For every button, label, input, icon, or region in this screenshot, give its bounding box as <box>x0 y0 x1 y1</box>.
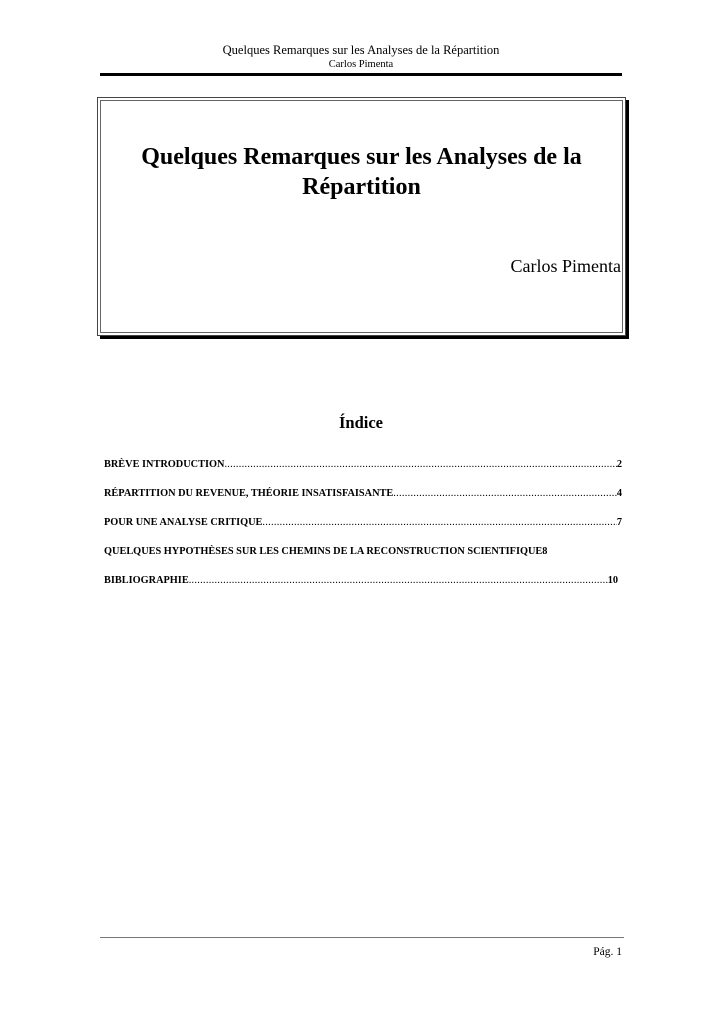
toc-entry-label: RÉPARTITION DU REVENUE, THÉORIE INSATISFAISANTE <box>104 488 394 499</box>
document-title <box>98 142 625 202</box>
document-title-line-2: Répartition <box>302 174 421 200</box>
toc-entry-page: 7 <box>616 517 622 528</box>
document-author: Carlos Pimenta <box>510 256 621 276</box>
toc-entry-label: BRÈVE INTRODUCTION <box>104 459 225 470</box>
toc-entry-page: 4 <box>616 488 622 499</box>
toc-entry-page: 2 <box>616 459 622 470</box>
toc-entry-bibliographie[interactable] <box>104 575 618 604</box>
toc-heading: Índice <box>338 413 383 432</box>
document-title-line-1: Quelques Remarques sur les Analyses de la <box>141 144 582 170</box>
toc-entry-page: 10 <box>607 575 618 586</box>
toc-entry-page: 8 <box>542 546 548 557</box>
toc-leader-dots <box>393 488 617 499</box>
toc-entry-repartition-du-revenue[interactable] <box>104 488 622 517</box>
running-header <box>100 42 622 71</box>
toc-entry-label: POUR UNE ANALYSE CRITIQUE <box>104 517 263 528</box>
toc-entry-pour-une-analyse-critique[interactable] <box>104 517 622 546</box>
toc-entry-label: BIBLIOGRAPHIE <box>104 575 189 586</box>
toc-leader-dots <box>189 575 608 586</box>
running-header-author: Carlos Pimenta <box>328 59 394 70</box>
table-of-contents <box>104 459 626 604</box>
page-number: Pág. 1 <box>593 946 622 958</box>
header-rule <box>100 73 622 76</box>
running-header-title: Quelques Remarques sur les Analyses de la Répartition <box>222 43 500 57</box>
toc-leader-dots <box>262 517 616 528</box>
toc-entry-label: QUELQUES HYPOTHÈSES SUR LES CHEMINS DE LA RECONSTRUCTION SCIENTIFIQUE <box>104 546 543 557</box>
footer-rule <box>100 937 624 938</box>
toc-leader-dots <box>224 459 616 470</box>
toc-entry-quelques-hypotheses[interactable] <box>104 546 626 575</box>
toc-entry-breve-introduction[interactable] <box>104 459 622 488</box>
title-box <box>97 97 626 336</box>
